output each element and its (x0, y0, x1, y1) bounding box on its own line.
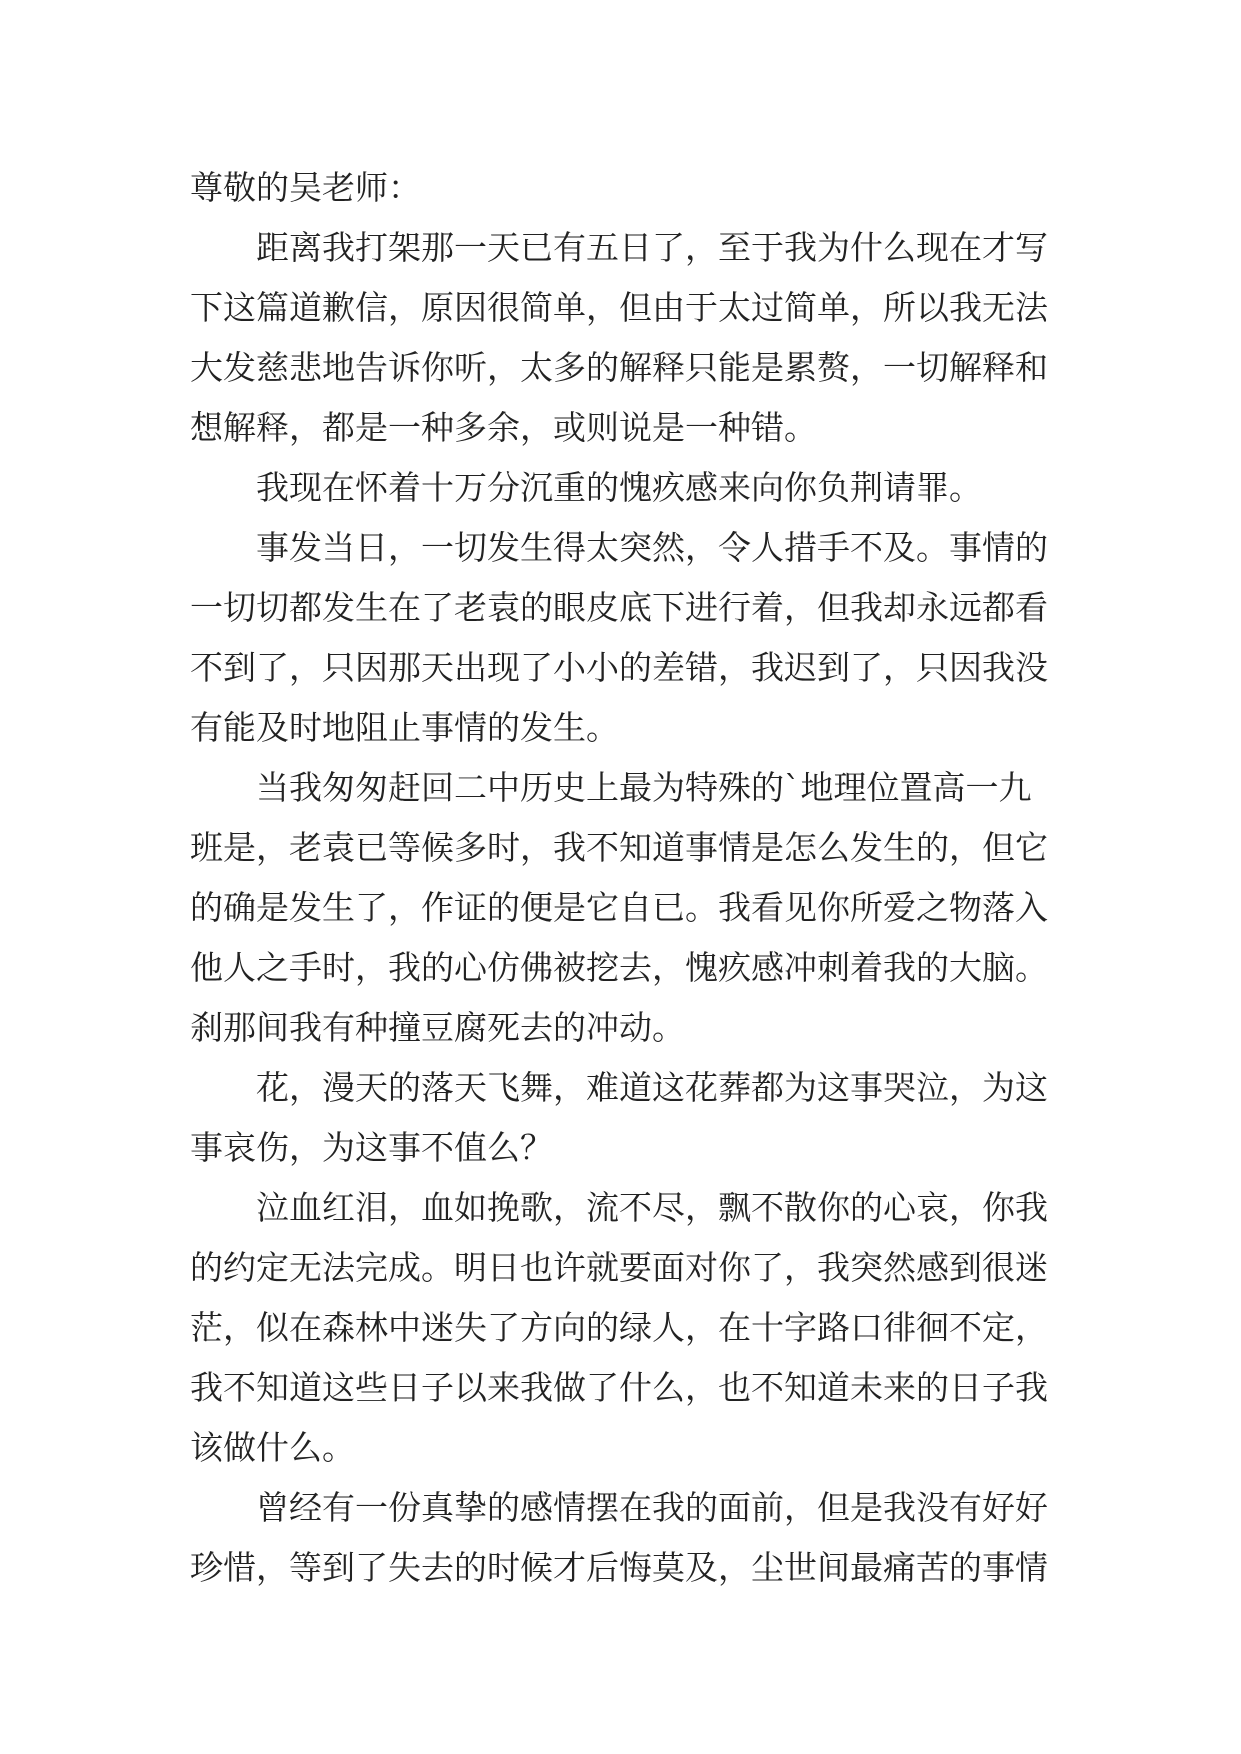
paragraph-line: 我不知道这些日子以来我做了什么，也不知道未来的日子我 (190, 1368, 1048, 1407)
paragraph-line: 事发当日，一切发生得太突然，令人措手不及。事情的 (256, 528, 1048, 567)
paragraph-line: 一切切都发生在了老袁的眼皮底下进行着，但我却永远都看 (190, 588, 1048, 627)
paragraph-line: 有能及时地阻止事情的发生。 (190, 708, 619, 747)
paragraph-line: 曾经有一份真挚的感情摆在我的面前，但是我没有好好 (256, 1488, 1048, 1527)
paragraph-line: 该做什么。 (190, 1428, 355, 1467)
paragraph-line: 的确是发生了，作证的便是它自已。我看见你所爱之物落入 (190, 888, 1048, 927)
paragraph-line: 下这篇道歉信，原因很简单，但由于太过简单，所以我无法 (190, 288, 1048, 327)
paragraph-line: 距离我打架那一天已有五日了，至于我为什么现在才写 (256, 228, 1048, 267)
paragraph-line: 的约定无法完成。明日也许就要面对你了，我突然感到很迷 (190, 1248, 1048, 1287)
letter-body (190, 158, 1050, 1598)
paragraph-line: 想解释，都是一种多余，或则说是一种错。 (190, 408, 817, 447)
paragraph-line: 刹那间我有种撞豆腐死去的冲动。 (190, 1008, 685, 1047)
paragraph-line: 不到了，只因那天出现了小小的差错，我迟到了，只因我没 (190, 648, 1048, 687)
paragraph-line: 我现在怀着十万分沉重的愧疚感来向你负荆请罪。 (256, 468, 982, 507)
paragraph-line: 他人之手时，我的心仿佛被挖去，愧疚感冲刺着我的大脑。 (190, 948, 1048, 987)
paragraph-line: 珍惜，等到了失去的时候才后悔莫及，尘世间最痛苦的事情 (190, 1548, 1048, 1587)
paragraph-line: 花，漫天的落天飞舞，难道这花葬都为这事哭泣，为这 (256, 1068, 1048, 1107)
paragraph-line: 事哀伤，为这事不值么？ (190, 1128, 553, 1167)
salutation: 尊敬的吴老师： (190, 168, 421, 207)
paragraph-line: 茫，似在森林中迷失了方向的绿人，在十字路口徘徊不定， (190, 1308, 1048, 1347)
paragraph-line: 泣血红泪，血如挽歌，流不尽，飘不散你的心哀，你我 (256, 1188, 1048, 1227)
paragraph-line: 大发慈悲地告诉你听，太多的解释只能是累赘，一切解释和 (190, 348, 1048, 387)
paragraph-line: 班是，老袁已等候多时，我不知道事情是怎么发生的，但它 (190, 828, 1048, 867)
paragraph-line: 当我匆匆赶回二中历史上最为特殊的`地理位置高一九 (256, 768, 1032, 807)
